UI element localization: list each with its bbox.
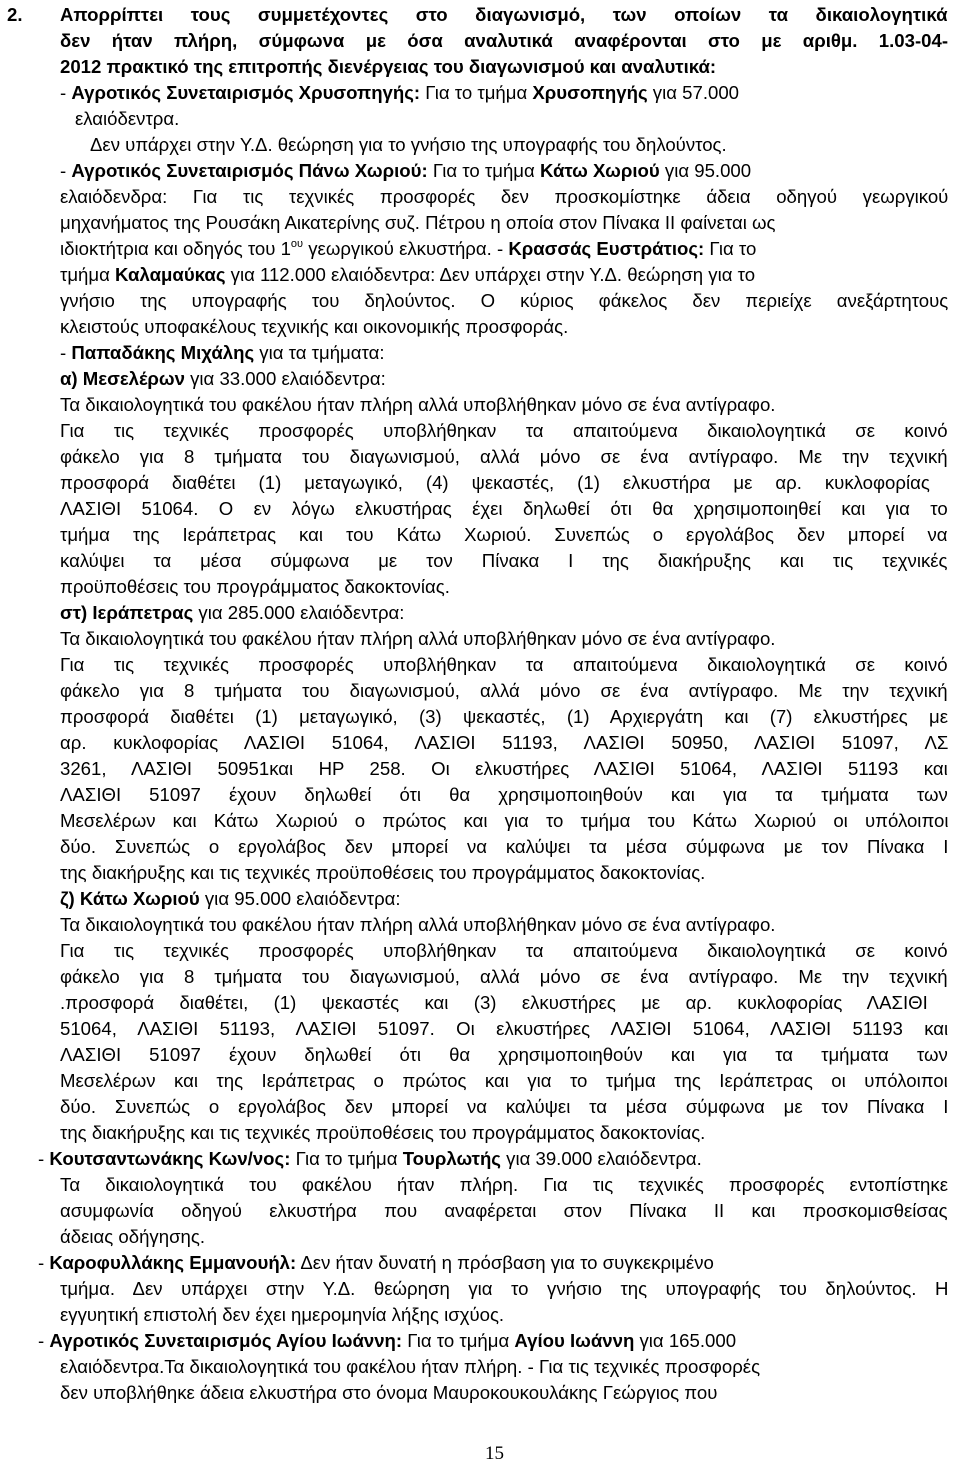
text-line — [60, 1276, 948, 1302]
text-line — [60, 392, 775, 418]
text-line — [60, 600, 404, 626]
text-segment: Για τις τεχνικές προσφορές υποβλήθηκαν τα απαιτούμενα δικαιολογητικά σε κοινό — [60, 940, 948, 961]
text-line — [60, 418, 948, 444]
text-segment: Για το τμήμα — [420, 82, 533, 103]
text-line — [60, 782, 948, 808]
text-segment: δύο. Συνεπώς ο εργολάβος δεν μπορεί να καλύψει τα μέσα σύμφωνα με τον Πίνακα Ι — [60, 1096, 949, 1117]
text-segment: Για το τμήμα — [427, 160, 540, 181]
text-segment: για 95.000 ελαιόδεντρα: — [199, 888, 401, 909]
text-segment: της διακήρυξης και τις τεχνικές προϋποθέσεις του προγράμματος δακοκτονίας. — [60, 1122, 706, 1143]
text-segment: - — [38, 1148, 50, 1169]
text-line — [60, 912, 775, 938]
text-line — [38, 1328, 736, 1354]
text-segment: Για το τμήμα — [402, 1330, 515, 1351]
text-line — [60, 366, 386, 392]
text-segment: ου — [290, 238, 304, 250]
text-line — [60, 834, 948, 860]
bold-text: στ) Ιεράπετρας — [60, 602, 194, 623]
bold-text: Καροφυλλάκης Εμμανουήλ: — [49, 1252, 297, 1273]
text-segment: για 95.000 — [659, 160, 752, 181]
text-segment: - — [38, 1330, 50, 1351]
bold-text: Κρασσάς Ευστράτιος: — [508, 238, 705, 259]
text-line — [60, 470, 930, 496]
text-segment: - — [60, 82, 72, 103]
text-line — [60, 1016, 948, 1042]
text-segment: μηχανήματος της Ρουσάκη Αικατερίνης συζ. Πέτρου η οποία στον Πίνακα ΙΙ φαίνεται ως — [60, 212, 776, 233]
text-line — [60, 184, 948, 210]
text-segment: 3261, ΛΑΣΙΘΙ 50951και ΗΡ 258. Οι ελκυστήρες ΛΑΣΙΘΙ 51064, ΛΑΣΙΘΙ 51193 και — [60, 758, 948, 779]
bold-text: Κουτσαντωνάκης Κων/νος: — [49, 1148, 291, 1169]
text-segment: Τα δικαιολογητικά του φακέλου ήταν πλήρη αλλά υποβλήθηκαν μόνο σε ένα αντίγραφο. — [60, 394, 776, 415]
bold-text: 2012 πρακτικό της επιτροπής διενέργειας του διαγωνισμού και αναλυτικά: — [60, 56, 717, 77]
text-segment: για 285.000 ελαιόδεντρα: — [193, 602, 405, 623]
text-segment: .προσφορά διαθέτει, (1) ψεκαστές και (3) ελκυστήρες με αρ. κυκλοφορίας ΛΑΣΙΘΙ — [60, 992, 928, 1013]
text-segment: για τα τμήματα: — [254, 342, 385, 363]
bold-text: Αγροτικός Συνεταιρισμός Χρυσοπηγής: — [71, 82, 421, 103]
text-line — [60, 574, 450, 600]
text-segment: ελαιόδενδρα: Για τις τεχνικές προσφορές δεν προσκομίστηκε άδεια οδηγού γεωργικού — [60, 186, 949, 207]
text-segment: προσφορά διαθέτει (1) μεταγωγικό, (4) ψεκαστές, (1) ελκυστήρα με αρ. κυκλοφορίας — [60, 472, 930, 493]
text-segment: Τα δικαιολογητικά του φακέλου ήταν πλήρη. Για τις τεχνικές προσφορές εντοπίστηκε — [60, 1174, 948, 1195]
text-line — [60, 548, 948, 574]
text-line — [60, 444, 948, 470]
text-segment: προϋποθέσεις του προγράμματος δακοκτονίας. — [60, 576, 450, 597]
text-segment: - — [60, 160, 72, 181]
text-line — [60, 28, 948, 54]
text-line — [60, 860, 705, 886]
bold-text: Τουρλωτής — [402, 1148, 501, 1169]
text-line — [60, 80, 739, 106]
text-segment: φάκελο για 8 τμήματα του διαγωνισμού, αλλά μόνο σε ένα αντίγραφο. Με την τεχνική — [60, 446, 948, 467]
text-line — [60, 54, 716, 80]
text-line — [60, 808, 948, 834]
text-line — [60, 1172, 948, 1198]
text-line — [60, 522, 948, 548]
text-segment: αρ. κυκλοφορίας ΛΑΣΙΘΙ 51064, ΛΑΣΙΘΙ 51193, ΛΑΣΙΘΙ 50950, ΛΑΣΙΘΙ 51097, ΛΣ — [60, 732, 949, 753]
text-line — [60, 652, 948, 678]
bold-text: δεν ήταν πλήρη, σύμφωνα με όσα αναλυτικά αναφέρονται στο με αριθμ. 1.03-04- — [60, 30, 949, 51]
text-line — [60, 262, 755, 288]
bold-text: Αγροτικός Συνεταιρισμός Πάνω Χωριού: — [71, 160, 428, 181]
text-line — [60, 1198, 948, 1224]
bold-text: Απορρίπτει τους συμμετέχοντες στο διαγωνισμό, των οποίων τα δικαιολογητικά — [60, 4, 948, 25]
text-line — [60, 340, 385, 366]
text-segment: ΛΑΣΙΘΙ 51097 έχουν δηλωθεί ότι θα χρησιμοποιηθούν και για τα τμήματα των — [60, 784, 948, 805]
text-line — [60, 886, 401, 912]
bold-text: Καλαμαύκας — [115, 264, 226, 285]
text-line — [60, 1120, 705, 1146]
text-line — [60, 964, 948, 990]
text-segment: δύο. Συνεπώς ο εργολάβος δεν μπορεί να καλύψει τα μέσα σύμφωνα με τον Πίνακα Ι — [60, 836, 949, 857]
text-line — [60, 704, 948, 730]
bold-text: Αγροτικός Συνεταιρισμός Αγίου Ιωάννη: — [49, 1330, 403, 1351]
text-line — [60, 2, 948, 28]
text-segment: Μεσελέρων και της Ιεράπετρας ο πρώτος και για το τμήμα της Ιεράπετρας οι υπόλοιποι — [60, 1070, 948, 1091]
text-line — [60, 236, 756, 262]
text-segment: Τα δικαιολογητικά του φακέλου ήταν πλήρη αλλά υποβλήθηκαν μόνο σε ένα αντίγραφο. — [60, 914, 776, 935]
text-segment: Για το — [704, 238, 757, 259]
text-line — [60, 756, 948, 782]
text-segment: για 39.000 ελαιόδεντρα. — [500, 1148, 702, 1169]
text-line — [38, 1146, 702, 1172]
text-segment: εγγυητική επιστολή δεν έχει ημερομηνία λήξης ισχύος. — [60, 1304, 505, 1325]
bold-text: Παπαδάκης Μιχάλης — [71, 342, 255, 363]
text-segment: ΛΑΣΙΘΙ 51097 έχουν δηλωθεί ότι θα χρησιμοποιηθούν και για τα τμήματα των — [60, 1044, 948, 1065]
text-line — [60, 1380, 717, 1406]
text-segment: Δεν ήταν δυνατή η πρόσβαση για το συγκεκριμένο — [296, 1252, 714, 1273]
text-line — [60, 288, 948, 314]
bold-text: α) Μεσελέρων — [60, 368, 185, 389]
text-segment: Μεσελέρων και Κάτω Χωριού ο πρώτος και για το τμήμα του Κάτω Χωριού οι υπόλοιποι — [60, 810, 949, 831]
text-segment: καλύψει τα μέσα σύμφωνα με τον Πίνακα Ι της διακήρυξης και τις τεχνικές — [60, 550, 948, 571]
text-line — [60, 626, 775, 652]
text-segment: για 112.000 ελαιόδεντρα: Δεν υπάρχει στην Υ.Δ. θεώρηση για το — [225, 264, 756, 285]
text-line — [60, 158, 751, 184]
text-line — [60, 678, 948, 704]
text-segment: Δεν υπάρχει στην Υ.Δ. θεώρηση για το γνήσιο της υπογραφής του δηλούντος. — [90, 134, 727, 155]
page-number: 15 — [485, 1443, 504, 1464]
text-line — [60, 314, 568, 340]
text-line — [60, 1042, 948, 1068]
text-line — [75, 106, 179, 132]
text-segment: ιδιοκτήτρια και οδηγός του 1 — [60, 238, 291, 259]
bold-text: Κάτω Χωριού — [539, 160, 660, 181]
text-segment: για 33.000 ελαιόδεντρα: — [184, 368, 386, 389]
text-line — [60, 938, 948, 964]
text-segment: προσφορά διαθέτει (1) μεταγωγικό, (3) ψεκαστές, (1) Αρχιεργάτη και (7) ελκυστήρες με — [60, 706, 948, 727]
text-segment: ασυμφωνία οδηγού ελκυστήρα που αναφέρεται στον Πίνακα ΙΙ και προσκομισθείσας — [60, 1200, 948, 1221]
text-line — [60, 1354, 760, 1380]
text-line — [90, 132, 727, 158]
text-segment: Για τις τεχνικές προσφορές υποβλήθηκαν τα απαιτούμενα δικαιολογητικά σε κοινό — [60, 654, 948, 675]
text-line — [60, 1068, 948, 1094]
bold-text: ζ) Κάτω Χωριού — [60, 888, 200, 909]
text-segment: τμήμα — [60, 264, 116, 285]
text-segment: δεν υποβλήθηκε άδεια ελκυστήρα στο όνομα Μαυροκουκουλάκης Γεώργιος που — [60, 1382, 718, 1403]
bold-text: Χρυσοπηγής — [532, 82, 648, 103]
text-segment: γεωργικού ελκυστήρα. - — [303, 238, 509, 259]
text-segment: Τα δικαιολογητικά του φακέλου ήταν πλήρη αλλά υποβλήθηκαν μόνο σε ένα αντίγραφο. — [60, 628, 776, 649]
text-line — [60, 990, 928, 1016]
text-segment: ΛΑΣΙΘΙ 51064. Ο εν λόγω ελκυστήρας έχει δηλωθεί ότι θα χρησιμοποιηθεί και για το — [60, 498, 948, 519]
text-line — [60, 730, 948, 756]
text-line — [38, 1250, 714, 1276]
text-segment: ελαιόδεντρα. — [75, 108, 180, 129]
text-segment: φάκελο για 8 τμήματα του διαγωνισμού, αλλά μόνο σε ένα αντίγραφο. Με την τεχνική — [60, 966, 948, 987]
text-segment: τμήμα της Ιεράπετρας και του Κάτω Χωριού. Συνεπώς ο εργολάβος δεν μπορεί να — [60, 524, 948, 545]
text-segment: - — [38, 1252, 50, 1273]
bold-text: Αγίου Ιωάννη — [514, 1330, 635, 1351]
text-segment: για 57.000 — [647, 82, 740, 103]
text-line — [7, 2, 23, 28]
text-segment: τμήμα. Δεν υπάρχει στην Υ.Δ. θεώρηση για το γνήσιο της υπογραφής του δηλούντος. Η — [60, 1278, 949, 1299]
text-segment: για 165.000 — [634, 1330, 737, 1351]
text-segment: 51064, ΛΑΣΙΘΙ 51193, ΛΑΣΙΘΙ 51097. Οι ελκυστήρες ΛΑΣΙΘΙ 51064, ΛΑΣΙΘΙ 51193 και — [60, 1018, 949, 1039]
text-line — [60, 496, 948, 522]
text-segment: κλειστούς υποφακέλους τεχνικής και οικονομικής προσφοράς. — [60, 316, 569, 337]
text-segment: Για τις τεχνικές προσφορές υποβλήθηκαν τα απαιτούμενα δικαιολογητικά σε κοινό — [60, 420, 948, 441]
text-line — [60, 1224, 205, 1250]
text-line — [60, 210, 776, 236]
text-segment: γνήσιο της υπογραφής του δηλούντος. Ο κύριος φάκελος δεν περιείχε ανεξάρτητους — [60, 290, 949, 311]
text-segment: της διακήρυξης και τις τεχνικές προϋποθέσεις του προγράμματος δακοκτονίας. — [60, 862, 706, 883]
text-segment: Για το τμήμα — [290, 1148, 403, 1169]
text-segment: - — [60, 342, 72, 363]
text-segment: ελαιόδεντρα.Τα δικαιολογητικά του φακέλου ήταν πλήρη. - Για τις τεχνικές προσφορές — [60, 1356, 761, 1377]
text-line — [60, 1094, 948, 1120]
bold-text: 2. — [7, 4, 23, 25]
text-line — [60, 1302, 504, 1328]
text-segment: άδειας οδήγησης. — [60, 1226, 206, 1247]
text-segment: φάκελο για 8 τμήματα του διαγωνισμού, αλλά μόνο σε ένα αντίγραφο. Με την τεχνική — [60, 680, 948, 701]
